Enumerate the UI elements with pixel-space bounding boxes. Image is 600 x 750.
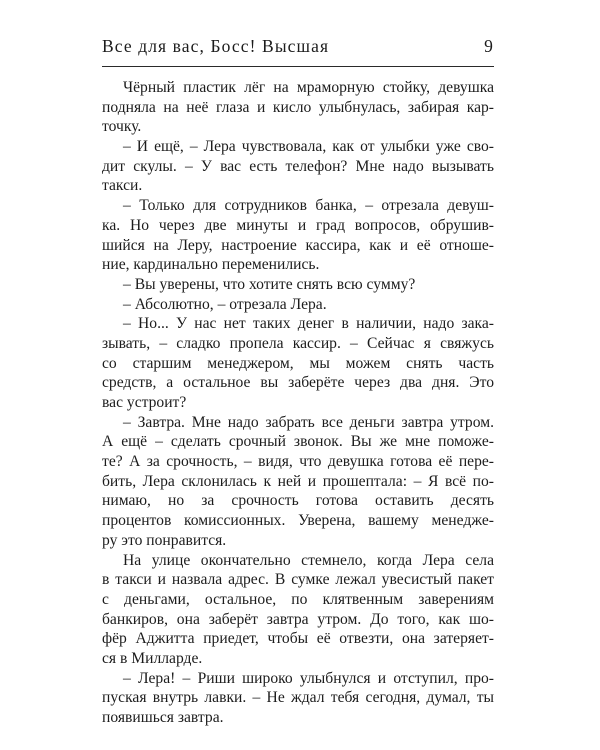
text-line: с деньгами, остальное, по клятвенным заверениям: [102, 590, 494, 608]
text-line: подняла на неё глаза и кисло улыбнулась, забирая кар-: [102, 98, 494, 116]
text-line: – Завтра. Мне надо забрать все деньги завтра утром.: [123, 413, 494, 431]
text-line: появишься завтра.: [102, 709, 224, 726]
text-line: ние, кардинально переменились.: [102, 256, 320, 274]
text-line: ся в Милларде.: [102, 649, 203, 667]
text-line: со старшим менеджером, мы можем снять часть: [102, 354, 494, 372]
page-number: 9: [484, 36, 494, 56]
text-line: банкиров, она заберёт завтра утром. До того, как шо-: [102, 610, 494, 628]
text-line: бить, Лера склонилась к ней и прошептала: – Я всё по-: [102, 472, 494, 490]
text-line: – Вы уверены, что хотите снять всю сумму?: [123, 275, 416, 293]
text-line: фёр Аджитта приедет, чтобы её отвезти, она затеряет-: [102, 630, 494, 648]
body-text: [102, 78, 494, 728]
text-line: средств, а остальное вы заберёте через два дня. Это: [102, 374, 494, 392]
text-line: А ещё – сделать срочный звонок. Вы же мне поможе-: [102, 433, 494, 451]
text-line: точку.: [102, 118, 142, 136]
text-line: в такси и назвала адрес. В сумке лежал увесистый пакет: [102, 571, 494, 589]
text-line: пуская внутрь лавки. – Не ждал тебя сегодня, думал, ты: [102, 689, 494, 707]
text-line: вас устроит?: [102, 394, 187, 411]
text-line: зывать, – сладко пропела кассир. – Сейчас я свяжусь: [102, 334, 494, 352]
text-line: – Только для сотрудников банка, – отрезала девуш-: [123, 197, 494, 215]
running-header-title: Все для вас, Босс! Высшая: [102, 36, 330, 56]
text-line: шийся на Леру, настроение кассира, как и её отноше-: [102, 236, 494, 254]
header-rule: [102, 66, 494, 67]
text-line: те? А за срочность, – видя, что девушка готова её пере-: [102, 453, 494, 471]
text-line: – И ещё, – Лера чувствовала, как от улыбки уже сво-: [123, 138, 494, 156]
text-line: такси.: [102, 177, 143, 195]
text-line: – Лера! – Риши широко улыбнулся и отступил, про-: [123, 669, 494, 687]
text-line: На улице окончательно стемнело, когда Лера села: [123, 551, 494, 569]
text-line: – Но... У нас нет таких денег в наличии, надо зака-: [123, 315, 494, 333]
text-line: ру это понравится.: [102, 531, 227, 549]
text-line: ка. Но через две минуты и град вопросов, обрушив-: [102, 216, 494, 234]
text-line: нимаю, но за срочность готова оставить десять: [102, 492, 494, 510]
text-line: дит скулы. – У вас есть телефон? Мне надо вызывать: [102, 157, 494, 175]
text-line: Чёрный пластик лёг на мраморную стойку, девушка: [123, 79, 494, 96]
running-header: [102, 36, 494, 62]
text-line: – Абсолютно, – отрезала Лера.: [123, 295, 327, 313]
text-line: процентов комиссионных. Уверена, вашему менедже-: [102, 512, 494, 530]
